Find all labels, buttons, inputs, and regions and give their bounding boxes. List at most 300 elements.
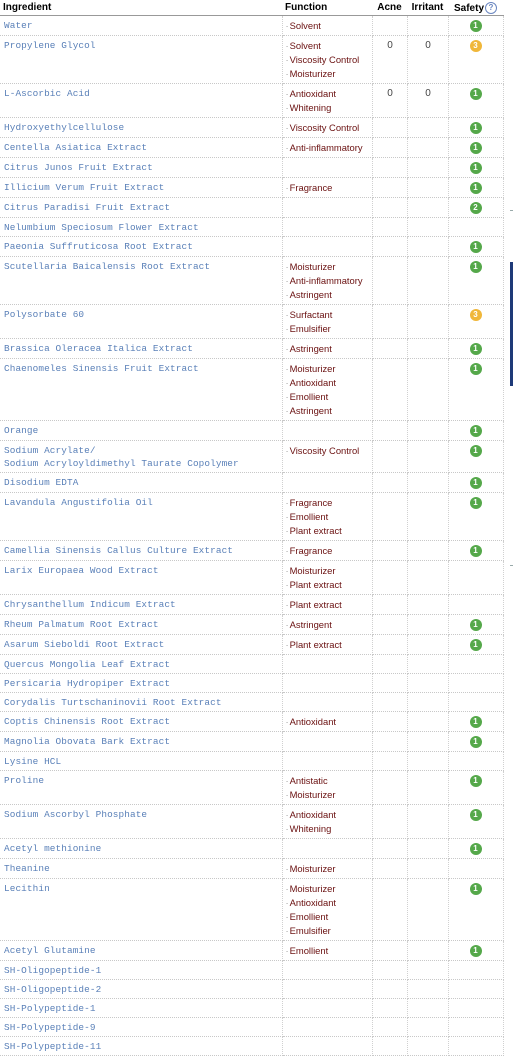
irritant-cell — [407, 961, 448, 980]
function-item: · Emollient — [286, 910, 369, 924]
ingredient-name[interactable]: Quercus Mongolia Leaf Extract — [4, 659, 171, 670]
table-row — [0, 712, 503, 732]
function-item: · Plant extract — [286, 578, 369, 592]
function-cell — [282, 859, 372, 879]
ingredient-name[interactable]: Chaenomeles Sinensis Fruit Extract — [4, 363, 199, 374]
function-cell — [282, 595, 372, 615]
acne-cell — [372, 158, 407, 178]
table-row — [0, 771, 503, 805]
function-cell — [282, 961, 372, 980]
function-cell — [282, 693, 372, 712]
acne-cell — [372, 257, 407, 305]
function-cell — [282, 941, 372, 961]
function-item: · Fragrance — [286, 496, 369, 510]
irritant-cell — [407, 1018, 448, 1037]
table-row — [0, 839, 503, 859]
ingredient-name[interactable]: SH-Oligopeptide-1 — [4, 965, 102, 976]
ingredient-name[interactable]: Hydroxyethylcellulose — [4, 122, 125, 133]
safety-badge[interactable]: 2 — [470, 202, 482, 214]
function-cell — [282, 441, 372, 473]
function-item: · Solvent — [286, 39, 369, 53]
irritant-cell — [407, 441, 448, 473]
safety-cell — [448, 158, 503, 178]
table-row — [0, 118, 503, 138]
safety-cell — [448, 561, 503, 595]
ingredient-name-cell — [0, 36, 282, 84]
function-cell — [282, 138, 372, 158]
safety-badge[interactable]: 1 — [470, 736, 482, 748]
table-row — [0, 84, 503, 118]
acne-cell — [372, 674, 407, 693]
acne-cell — [372, 473, 407, 493]
irritant-cell — [407, 635, 448, 655]
table-row — [0, 198, 503, 218]
table-row — [0, 1018, 503, 1037]
ingredient-name[interactable]: Centella Asiatica Extract — [4, 142, 148, 153]
safety-badge[interactable]: 1 — [470, 122, 482, 134]
ingredient-name[interactable]: SH-Polypeptide-1 — [4, 1003, 96, 1014]
function-cell — [282, 635, 372, 655]
header-safety — [448, 0, 503, 16]
irritant-cell — [407, 879, 448, 941]
ingredient-name-cell — [0, 138, 282, 158]
table-row — [0, 138, 503, 158]
function-cell — [282, 805, 372, 839]
acne-cell: 0 — [372, 36, 407, 84]
irritant-cell — [407, 999, 448, 1018]
safety-cell — [448, 178, 503, 198]
acne-cell — [372, 980, 407, 999]
header-ingredient: Ingredient — [0, 0, 282, 16]
ingredient-name-cell — [0, 712, 282, 732]
function-cell — [282, 980, 372, 999]
safety-cell — [448, 198, 503, 218]
ingredient-name-cell — [0, 693, 282, 712]
ingredient-name[interactable]: Rheum Palmatum Root Extract — [4, 619, 159, 630]
acne-cell: 0 — [372, 84, 407, 118]
function-item: · Emollient — [286, 510, 369, 524]
header-irritant: Irritant — [407, 0, 448, 16]
function-cell — [282, 879, 372, 941]
ingredient-name-cell — [0, 1018, 282, 1037]
ingredient-name[interactable]: Proline — [4, 775, 45, 786]
table-header-row — [0, 0, 503, 16]
function-cell — [282, 655, 372, 674]
table-row — [0, 655, 503, 674]
ingredient-name-cell — [0, 421, 282, 441]
ingredient-name[interactable]: Lecithin — [4, 883, 50, 894]
acne-cell — [372, 561, 407, 595]
function-item: · Astringent — [286, 618, 369, 632]
table-row — [0, 859, 503, 879]
safety-badge[interactable]: 1 — [470, 497, 482, 509]
irritant-cell — [407, 805, 448, 839]
function-cell — [282, 36, 372, 84]
safety-cell — [448, 655, 503, 674]
safety-cell — [448, 118, 503, 138]
function-item: · Solvent — [286, 19, 369, 33]
safety-badge[interactable]: 1 — [470, 88, 482, 100]
ingredient-name-cell — [0, 655, 282, 674]
ingredient-name[interactable]: Disodium EDTA — [4, 477, 79, 488]
acne-cell — [372, 999, 407, 1018]
table-row — [0, 218, 503, 237]
acne-cell — [372, 218, 407, 237]
acne-cell — [372, 615, 407, 635]
function-item: · Antioxidant — [286, 896, 369, 910]
ingredient-name[interactable]: Water — [4, 20, 33, 31]
ingredient-name[interactable]: L-Ascorbic Acid — [4, 88, 90, 99]
safety-cell — [448, 879, 503, 941]
safety-cell — [448, 595, 503, 615]
ingredient-name-cell — [0, 257, 282, 305]
safety-badge[interactable]: 1 — [470, 445, 482, 457]
safety-cell — [448, 257, 503, 305]
safety-cell — [448, 441, 503, 473]
function-cell — [282, 118, 372, 138]
irritant-cell — [407, 859, 448, 879]
ingredient-name[interactable]: Larix Europaea Wood Extract — [4, 565, 159, 576]
irritant-cell — [407, 138, 448, 158]
safety-cell — [448, 339, 503, 359]
safety-cell — [448, 635, 503, 655]
safety-cell — [448, 138, 503, 158]
function-cell — [282, 421, 372, 441]
irritant-cell: 0 — [407, 84, 448, 118]
safety-badge[interactable]: 1 — [470, 639, 482, 651]
function-item: · Fragrance — [286, 181, 369, 195]
function-item: · Antistatic — [286, 774, 369, 788]
function-item: · Whitening — [286, 101, 369, 115]
ingredient-name-cell — [0, 961, 282, 980]
safety-cell — [448, 473, 503, 493]
function-cell — [282, 198, 372, 218]
ingredient-name[interactable]: Coptis Chinensis Root Extract — [4, 716, 171, 727]
function-cell — [282, 615, 372, 635]
ingredient-name[interactable]: Nelumbium Speciosum Flower Extract — [4, 222, 199, 233]
ingredient-name-cell — [0, 839, 282, 859]
safety-cell — [448, 674, 503, 693]
table-row — [0, 732, 503, 752]
function-item: · Moisturizer — [286, 67, 369, 81]
ingredient-name-cell — [0, 980, 282, 999]
ingredient-name[interactable]: Scutellaria Baicalensis Root Extract — [4, 261, 211, 272]
irritant-cell — [407, 339, 448, 359]
ingredient-name[interactable]: Camellia Sinensis Callus Culture Extract — [4, 545, 234, 556]
acne-cell — [372, 839, 407, 859]
ingredient-name[interactable]: Citrus Paradisi Fruit Extract — [4, 202, 171, 213]
table-row — [0, 1037, 503, 1056]
safety-badge[interactable]: 1 — [470, 716, 482, 728]
table-row — [0, 752, 503, 771]
safety-cell — [448, 839, 503, 859]
table-row — [0, 693, 503, 712]
irritant-cell — [407, 257, 448, 305]
function-item: · Antioxidant — [286, 808, 369, 822]
table-row — [0, 941, 503, 961]
function-item: · Astringent — [286, 342, 369, 356]
safety-badge[interactable]: 1 — [470, 425, 482, 437]
acne-cell — [372, 771, 407, 805]
function-item: · Moisturizer — [286, 882, 369, 896]
safety-cell — [448, 859, 503, 879]
acne-cell — [372, 805, 407, 839]
safety-badge[interactable]: 1 — [470, 142, 482, 154]
safety-badge[interactable]: 1 — [470, 883, 482, 895]
safety-cell — [448, 805, 503, 839]
acne-cell — [372, 118, 407, 138]
table-row — [0, 441, 503, 473]
ingredient-name-cell — [0, 305, 282, 339]
table-row — [0, 421, 503, 441]
safety-cell — [448, 712, 503, 732]
ingredient-name-cell — [0, 635, 282, 655]
acne-cell — [372, 421, 407, 441]
ingredient-name[interactable]: Magnolia Obovata Bark Extract — [4, 736, 171, 747]
ingredient-name[interactable]: Polysorbate 60 — [4, 309, 85, 320]
safety-badge[interactable]: 1 — [470, 809, 482, 821]
function-item: · Emollient — [286, 944, 369, 958]
safety-badge[interactable]: 3 — [470, 40, 482, 52]
ingredient-name[interactable]: SH-Polypeptide-9 — [4, 1022, 96, 1033]
function-cell — [282, 237, 372, 257]
ingredient-name-cell — [0, 732, 282, 752]
irritant-cell — [407, 732, 448, 752]
ingredient-name[interactable]: Citrus Junos Fruit Extract — [4, 162, 153, 173]
safety-badge[interactable]: 1 — [470, 775, 482, 787]
function-cell — [282, 674, 372, 693]
ingredient-name[interactable]: Brassica Oleracea Italica Extract — [4, 343, 193, 354]
irritant-cell — [407, 158, 448, 178]
safety-cell — [448, 16, 503, 36]
safety-cell — [448, 493, 503, 541]
safety-cell — [448, 1037, 503, 1056]
acne-cell — [372, 693, 407, 712]
function-cell — [282, 752, 372, 771]
ingredient-name-cell — [0, 771, 282, 805]
function-item: · Anti-inflammatory — [286, 274, 369, 288]
table-row — [0, 980, 503, 999]
ingredient-name[interactable]: Sodium Acryloyldimethyl Taurate Copolymer — [4, 458, 239, 469]
function-cell — [282, 305, 372, 339]
ingredient-name[interactable]: Corydalis Turtschaninovii Root Extract — [4, 697, 222, 708]
safety-badge[interactable]: 1 — [470, 261, 482, 273]
safety-cell — [448, 771, 503, 805]
acne-cell — [372, 1037, 407, 1056]
table-row — [0, 674, 503, 693]
ingredient-name[interactable]: Asarum Sieboldi Root Extract — [4, 639, 165, 650]
irritant-cell — [407, 198, 448, 218]
acne-cell — [372, 305, 407, 339]
function-cell — [282, 1037, 372, 1056]
safety-cell — [448, 36, 503, 84]
function-item: · Moisturizer — [286, 260, 369, 274]
ingredient-name[interactable]: Lavandula Angustifolia Oil — [4, 497, 153, 508]
acne-cell — [372, 493, 407, 541]
acne-cell — [372, 178, 407, 198]
function-item: · Viscosity Control — [286, 444, 369, 458]
function-cell — [282, 178, 372, 198]
function-item: · Moisturizer — [286, 362, 369, 376]
safety-cell — [448, 961, 503, 980]
irritant-cell — [407, 941, 448, 961]
safety-badge[interactable]: 1 — [470, 619, 482, 631]
table-row — [0, 178, 503, 198]
ingredient-name-cell — [0, 859, 282, 879]
safety-badge[interactable]: 1 — [470, 843, 482, 855]
function-item: · Moisturizer — [286, 862, 369, 876]
safety-badge[interactable]: 1 — [470, 363, 482, 375]
function-cell — [282, 839, 372, 859]
safety-cell — [448, 237, 503, 257]
function-item: · Moisturizer — [286, 788, 369, 802]
table-row — [0, 879, 503, 941]
irritant-cell — [407, 655, 448, 674]
table-row — [0, 473, 503, 493]
safety-badge[interactable]: 1 — [470, 945, 482, 957]
function-item: · Viscosity Control — [286, 53, 369, 67]
ingredient-name-cell — [0, 198, 282, 218]
ingredient-name-cell — [0, 561, 282, 595]
table-row — [0, 999, 503, 1018]
irritant-cell — [407, 674, 448, 693]
ingredient-name[interactable]: Orange — [4, 425, 39, 436]
table-row — [0, 805, 503, 839]
function-item: · Astringent — [286, 288, 369, 302]
function-cell — [282, 712, 372, 732]
ingredient-name-cell — [0, 541, 282, 561]
irritant-cell — [407, 305, 448, 339]
irritant-cell — [407, 237, 448, 257]
ingredient-name-cell — [0, 493, 282, 541]
ingredient-name-cell — [0, 441, 282, 473]
function-item: · Surfactant — [286, 308, 369, 322]
table-row — [0, 158, 503, 178]
ingredient-name-cell — [0, 218, 282, 237]
ingredient-name-cell — [0, 941, 282, 961]
question-icon[interactable]: ? — [485, 2, 497, 14]
function-cell — [282, 257, 372, 305]
irritant-cell — [407, 473, 448, 493]
acne-cell — [372, 595, 407, 615]
function-item: · Plant extract — [286, 638, 369, 652]
irritant-cell — [407, 839, 448, 859]
table-row — [0, 493, 503, 541]
irritant-cell — [407, 493, 448, 541]
acne-cell — [372, 541, 407, 561]
table-row — [0, 635, 503, 655]
ingredient-name-cell — [0, 595, 282, 615]
irritant-cell — [407, 980, 448, 999]
ingredient-name-cell — [0, 879, 282, 941]
header-function: Function — [282, 0, 372, 16]
acne-cell — [372, 712, 407, 732]
function-cell — [282, 16, 372, 36]
function-cell — [282, 158, 372, 178]
ingredient-name[interactable]: Acetyl Glutamine — [4, 945, 96, 956]
safety-badge[interactable]: 1 — [470, 20, 482, 32]
function-cell — [282, 84, 372, 118]
irritant-cell: 0 — [407, 36, 448, 84]
irritant-cell — [407, 561, 448, 595]
ingredient-name-cell — [0, 178, 282, 198]
function-item: · Moisturizer — [286, 564, 369, 578]
irritant-cell — [407, 218, 448, 237]
irritant-cell — [407, 359, 448, 421]
safety-badge[interactable]: 3 — [470, 309, 482, 321]
ingredient-name[interactable]: SH-Polypeptide-11 — [4, 1041, 102, 1052]
ingredient-name-cell — [0, 158, 282, 178]
function-item: · Emollient — [286, 390, 369, 404]
ingredient-name-cell — [0, 1037, 282, 1056]
acne-cell — [372, 198, 407, 218]
ingredient-name[interactable]: Persicaria Hydropiper Extract — [4, 678, 171, 689]
safety-badge[interactable]: 1 — [470, 545, 482, 557]
safety-badge[interactable]: 1 — [470, 477, 482, 489]
function-cell — [282, 541, 372, 561]
ingredient-name[interactable]: Acetyl methionine — [4, 843, 102, 854]
ingredient-name[interactable]: Theanine — [4, 863, 50, 874]
ingredient-name[interactable]: Sodium Acrylate/ — [4, 445, 96, 456]
ingredient-name[interactable]: Paeonia Suffruticosa Root Extract — [4, 241, 193, 252]
ingredient-name[interactable]: Sodium Ascorbyl Phosphate — [4, 809, 148, 820]
safety-cell — [448, 359, 503, 421]
function-cell — [282, 218, 372, 237]
function-item: · Fragrance — [286, 544, 369, 558]
acne-cell — [372, 1018, 407, 1037]
table-row — [0, 541, 503, 561]
acne-cell — [372, 359, 407, 421]
function-item: · Anti-inflammatory — [286, 141, 369, 155]
irritant-cell — [407, 595, 448, 615]
function-item: · Whitening — [286, 822, 369, 836]
safety-badge[interactable]: 1 — [470, 241, 482, 253]
header-safety-label: Safety — [453, 2, 484, 14]
safety-cell — [448, 305, 503, 339]
safety-badge[interactable]: 1 — [470, 343, 482, 355]
ingredient-name-cell — [0, 999, 282, 1018]
irritant-cell — [407, 752, 448, 771]
ingredient-name-cell — [0, 752, 282, 771]
ingredient-name[interactable]: Chrysanthellum Indicum Extract — [4, 599, 176, 610]
safety-badge[interactable]: 1 — [470, 162, 482, 174]
irritant-cell — [407, 1037, 448, 1056]
function-cell — [282, 771, 372, 805]
function-item: · Astringent — [286, 404, 369, 418]
function-item: · Emulsifier — [286, 924, 369, 938]
table-row — [0, 595, 503, 615]
irritant-cell — [407, 541, 448, 561]
table-row — [0, 257, 503, 305]
irritant-cell — [407, 16, 448, 36]
ingredient-name[interactable]: Propylene Glycol — [4, 40, 96, 51]
safety-badge[interactable]: 1 — [470, 182, 482, 194]
safety-cell — [448, 615, 503, 635]
table-row — [0, 16, 503, 36]
function-cell — [282, 732, 372, 752]
safety-cell — [448, 941, 503, 961]
ingredient-name[interactable]: Illicium Verum Fruit Extract — [4, 182, 165, 193]
ingredient-name[interactable]: SH-Oligopeptide-2 — [4, 984, 102, 995]
safety-cell — [448, 218, 503, 237]
acne-cell — [372, 941, 407, 961]
ingredient-name[interactable]: Lysine HCL — [4, 756, 62, 767]
acne-cell — [372, 441, 407, 473]
acne-cell — [372, 879, 407, 941]
function-cell — [282, 1018, 372, 1037]
table-row — [0, 305, 503, 339]
acne-cell — [372, 961, 407, 980]
